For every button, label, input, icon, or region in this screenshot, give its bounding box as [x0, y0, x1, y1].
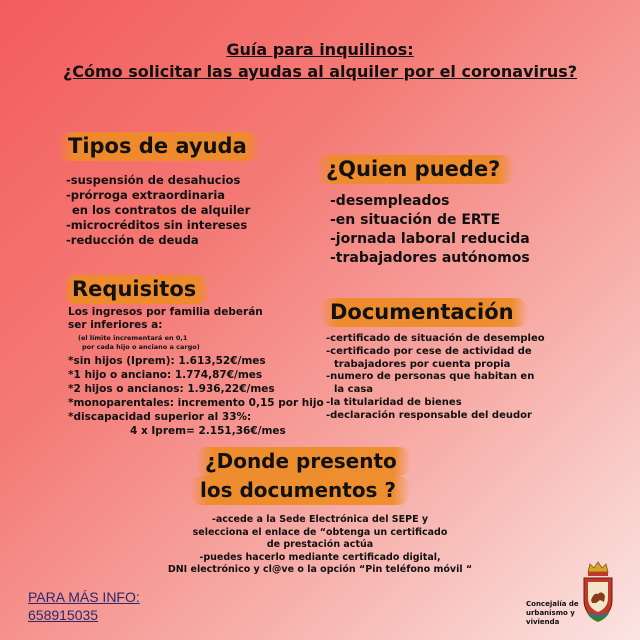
list-item: -prórroga extraordinaria	[66, 188, 226, 202]
list-item: -la titularidad de bienes	[326, 396, 462, 408]
list-item: 4 x Iprem= 2.151,36€/mes	[130, 425, 286, 437]
list-item: *monoparentales: incremento 0,15 por hijo	[68, 397, 324, 409]
page-title: Guía para inquilinos:	[226, 40, 414, 59]
list-item: -en situación de ERTE	[330, 212, 501, 228]
donde-heading: los documentos ?	[190, 476, 410, 505]
contact-phone[interactable]: 658915035	[28, 607, 99, 623]
documentacion-heading: Documentación	[320, 298, 528, 327]
list-item: -trabajadores autónomos	[330, 250, 530, 266]
requisitos-intro: Los ingresos por familia deberán	[68, 306, 263, 318]
donde-heading: ¿Donde presento	[195, 447, 411, 476]
organization-name: Concejalía de urbanismo y vivienda	[526, 600, 579, 626]
list-item: *2 hijos o ancianos: 1.936,22€/mes	[68, 383, 275, 395]
list-item: -desempleados	[330, 193, 450, 209]
list-item: -jornada laboral reducida	[330, 231, 530, 247]
quien-list	[330, 192, 530, 268]
list-item: *discapacidad superior al 33%:	[68, 411, 252, 423]
list-item: de prestación actúa	[266, 539, 374, 550]
requisitos-list	[68, 306, 324, 438]
list-item: -numero de personas que habitan en	[326, 371, 535, 383]
contact-info	[28, 588, 140, 624]
list-item: DNI electrónico y cl@ve o la opción “Pin teléfono móvil “	[167, 564, 473, 575]
list-item: -certificado de situación de desempleo	[326, 333, 545, 344]
list-item: *sin hijos (Iprem): 1.613,52€/mes	[68, 355, 266, 367]
list-item: -reducción de deuda	[66, 233, 199, 247]
list-item: selecciona el enlace de “obtenga un certificado	[192, 526, 448, 538]
list-item: -microcréditos sin intereses	[66, 218, 248, 232]
requisitos-note: por cada hijo o anciano a cargo)	[82, 343, 200, 351]
donde-list	[120, 514, 520, 577]
requisitos-heading: Requisitos	[62, 275, 210, 304]
list-item: *1 hijo o anciano: 1.774,87€/mes	[68, 369, 263, 381]
list-item: -accede a la Sede Electrónica del SEPE y	[211, 514, 429, 525]
contact-label: PARA MÁS INFO:	[28, 589, 140, 605]
tipos-list	[66, 173, 250, 248]
list-item: en los contratos de alquiler	[72, 203, 251, 217]
list-item: la casa	[334, 384, 374, 396]
coat-of-arms-icon	[580, 560, 616, 628]
list-item: trabajadores por cuenta propia	[334, 358, 511, 370]
list-item: -suspensión de desahucios	[66, 173, 241, 187]
documentacion-list	[326, 333, 545, 423]
list-item: -puedes hacerlo mediante certificado digital,	[199, 551, 441, 563]
page-subtitle: ¿Cómo solicitar las ayudas al alquiler por el coronavirus?	[62, 62, 578, 81]
list-item: -declaración responsable del deudor	[326, 409, 532, 421]
requisitos-note: (el límite incrementará en 0,1	[78, 334, 188, 342]
tipos-heading: Tipos de ayuda	[58, 132, 261, 161]
requisitos-intro: ser inferiores a:	[68, 319, 163, 331]
quien-heading: ¿Quien puede?	[316, 155, 514, 184]
list-item: -certificado por cese de actividad de	[326, 345, 532, 357]
